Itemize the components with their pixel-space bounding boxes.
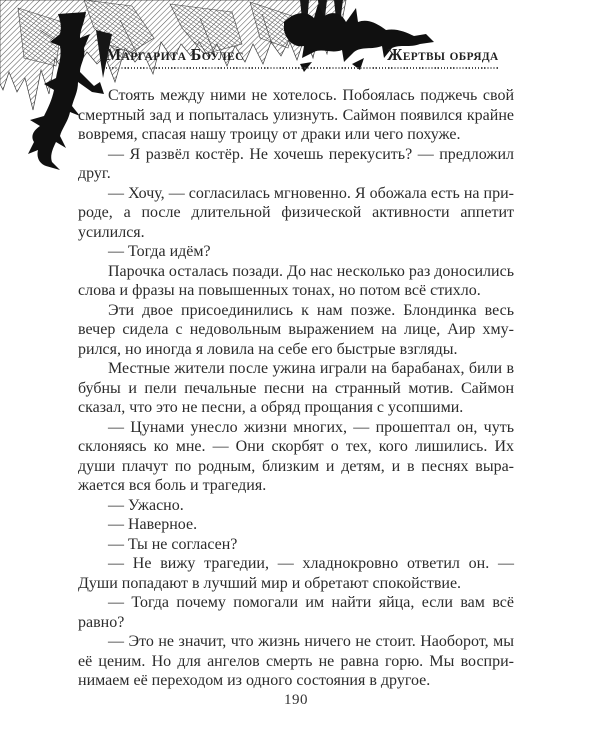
running-head	[106, 45, 498, 69]
paragraph: — Наверное.	[108, 516, 198, 533]
paragraph: Парочка осталась позади. До нас несколько раз доносились слова и фразы на повышенных тонах, но потом всё стихло.	[78, 262, 514, 299]
paragraph: — Не вижу трагедии, — хладнокровно ответил он. — Души попадают в лучший мир и обретают спокойствие.	[78, 555, 514, 592]
paragraph: — Это не значит, что жизнь ничего не стоит. Наоборот, мы её ценим. Но для ангелов смерть не равна горю. Мы воспринимаем её переходом из одного состояния в другое.	[78, 633, 514, 689]
paragraph: — Я развёл костёр. Не хочешь перекусить? — предложил друг.	[78, 145, 514, 182]
paragraph: Эти двое присоединились к нам позже. Блондинка весь вечер сидела с недовольным выражением на лице, Аир хмурился, но иногда я ловила на себе его быстрые взгляды.	[78, 301, 514, 358]
body-text	[78, 86, 514, 691]
paragraph: Стоять между ними не хотелось. Побоялась поджечь свой смертный зад и попыталась улизнуть. Саймон появился крайне вовремя, спасая нашу троицу от драки или чего похуже.	[78, 87, 514, 143]
author-name: Маргарита Боулес	[106, 45, 244, 64]
paragraph: — Ужасно.	[108, 496, 184, 514]
paragraph: — Тогда идём?	[108, 243, 211, 260]
paragraph: — Тогда почему помогали им найти яйца, если вам всё равно?	[78, 594, 514, 631]
paragraph: — Хочу, — согласилась мгновенно. Я обожала есть на природе, а после длительной физической активности аппетит усилился.	[78, 184, 514, 241]
header-divider	[106, 67, 498, 69]
paragraph: Местные жители после ужина играли на барабанах, били в бубны и пели печальные песни на странный мотив. Саймон сказал, что это не песни, а обряд прощания с усопшими.	[78, 360, 514, 416]
page-number: 190	[284, 692, 308, 708]
book-title: Жертвы обряда	[386, 45, 498, 64]
paragraph: — Ты не согласен?	[108, 535, 238, 553]
paragraph: — Цунами унесло жизни многих, — прошептал он, чуть склоняясь ко мне. — Они скорбят о тех, кого лишились. Их души плачут по родным, близким и детям, и в песнях выражается вся боль и трагедия.	[78, 418, 514, 494]
running-head-row	[106, 45, 498, 65]
